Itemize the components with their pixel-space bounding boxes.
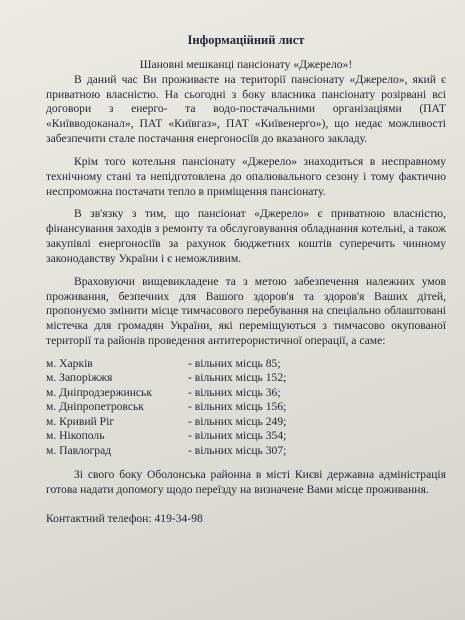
paragraph-2: Крім того котельня пансіонату «Джерело» знаходиться в несправному технічному стані та непідготовлена до опалювального сезону і тому фактично неспроможна постачати тепло в приміщення пансіонату. [46,154,446,198]
city-seats: - вільних місць 85; [188,356,281,370]
city-row [46,415,446,430]
city-name: м. Дніпропетровськ [46,400,144,414]
closing-paragraph: Зі свого боку Оболонська районна в місті Києві державна адміністрація готова надати допомогу щодо переїзду на визначене Вами місце проживання. [46,468,446,497]
paragraph-1: В даний час Ви проживаєте на території пансіонату «Джерело», який є приватною власністю. На сьогодні з боку власника пансіонату розірвані всі договори з енерго- та водо-постачальними організаціями (ПАТ «Київводоканал», ПАТ «Київгаз», ПАТ «Київенерго»), що недає можливості забезпечити стале постачання енергоносіїв до вказаного закладу. [46,72,446,146]
city-name: м. Запоріжжя [46,371,113,385]
city-seats: - вільних місць 152; [188,371,287,385]
paragraph-3: В зв'язку з тим, що пансіонат «Джерело» є приватною власністю, фінансування заходів з ремонту та обслуговування обладнання котельні, а також закупівлі енергоносіїв за рахунок бюджетних коштів суперечить чинному законодавству України і є неможливим. [46,207,446,265]
city-seats: - вільних місць 307; [188,443,287,457]
city-name: м. Дніпродзержинськ [46,385,152,399]
paragraph-4: Враховуючи вищевикладене та з метою забезпечення належних умов проживання, безпечних для Вашого здоров'я та здоров'я Ваших дітей, пропонуємо змінити місце тимчасового перебування на спеціально облаштовані містечка для громадян України, які переміщуються з тимчасово окупованої території та районів проведення антитерористичної операції, а саме: [46,274,446,348]
city-name: м. Нікополь [46,429,105,443]
city-seats: - вільних місць 156; [188,400,287,414]
city-name: м. Кривий Ріг [46,414,115,428]
city-row [46,357,446,372]
city-row [46,429,446,444]
document-title: Інформаційний лист [187,33,305,47]
city-seats: - вільних місць 249; [188,414,287,428]
city-name: м. Харків [46,356,93,370]
city-row [46,386,446,401]
city-row [46,371,446,386]
city-seats: - вільних місць 354; [188,429,287,443]
city-list [46,357,446,459]
document-content [46,32,446,527]
contact-phone: Контактний телефон: 419-34-98 [46,512,203,526]
city-row [46,400,446,415]
city-name: м. Павлоград [46,443,112,457]
city-seats: - вільних місць 36; [188,385,281,399]
greeting: Шановні мешканці пансіонату «Джерело»! [139,58,353,71]
city-row [46,444,446,459]
